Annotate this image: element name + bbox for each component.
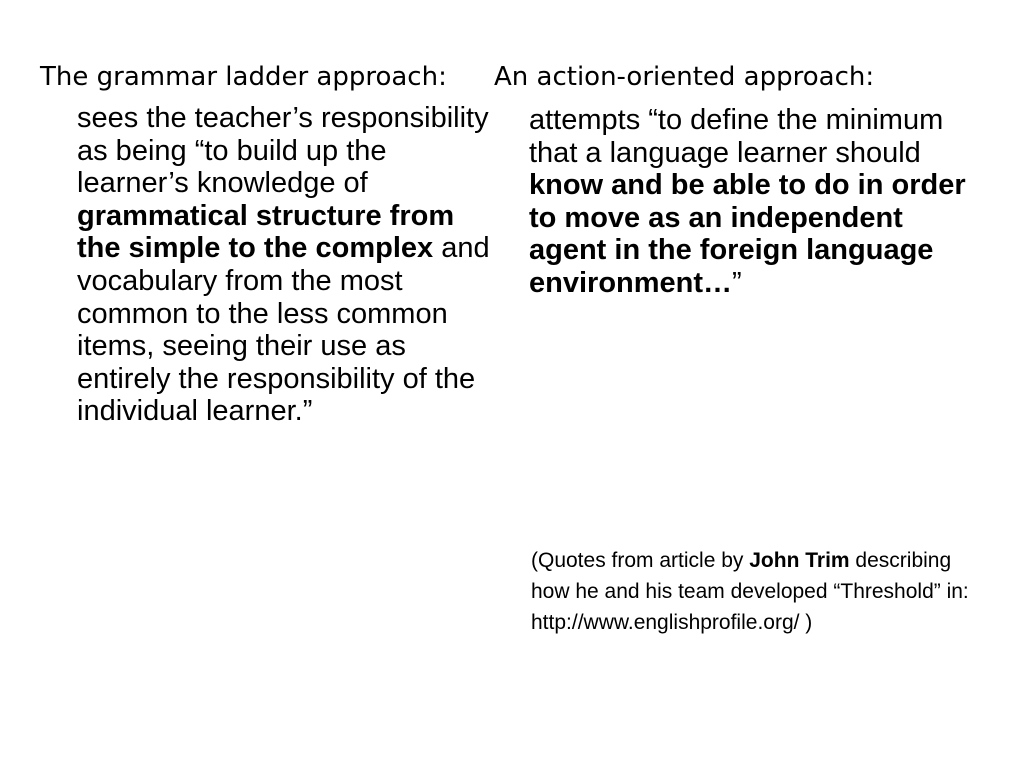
action-oriented-heading: An action-oriented approach:	[494, 62, 875, 92]
source-note-text: describing how he and his team developed “Threshold” in: http://www.englishprofile.org/ )	[531, 549, 969, 634]
source-note-author: John Trim	[749, 549, 850, 572]
grammar-ladder-quote-emphasis: grammatical structure from the simple to the complex	[77, 199, 455, 265]
grammar-ladder-quote-outro: and vocabulary from the most common to the less common items, seeing their use as entirely the responsibility of the individual learner.”	[77, 232, 490, 428]
action-oriented-quote-intro: attempts “to define the minimum that a language learner should	[529, 104, 944, 169]
action-oriented-quote-outro: ”	[732, 266, 742, 299]
action-oriented-quote	[529, 104, 969, 300]
source-note	[531, 545, 971, 638]
grammar-ladder-heading: The grammar ladder approach:	[40, 62, 447, 92]
grammar-ladder-quote-intro: sees the teacher’s responsibility as being “to build up the learner’s knowledge of	[77, 102, 489, 200]
source-note-intro: (Quotes from article by	[531, 549, 750, 572]
left-column	[40, 62, 496, 428]
grammar-ladder-quote	[77, 102, 496, 428]
action-oriented-quote-emphasis: know and be able to do in order to move as an independent agent in the foreign language environment…	[529, 169, 966, 299]
right-column	[494, 62, 994, 300]
